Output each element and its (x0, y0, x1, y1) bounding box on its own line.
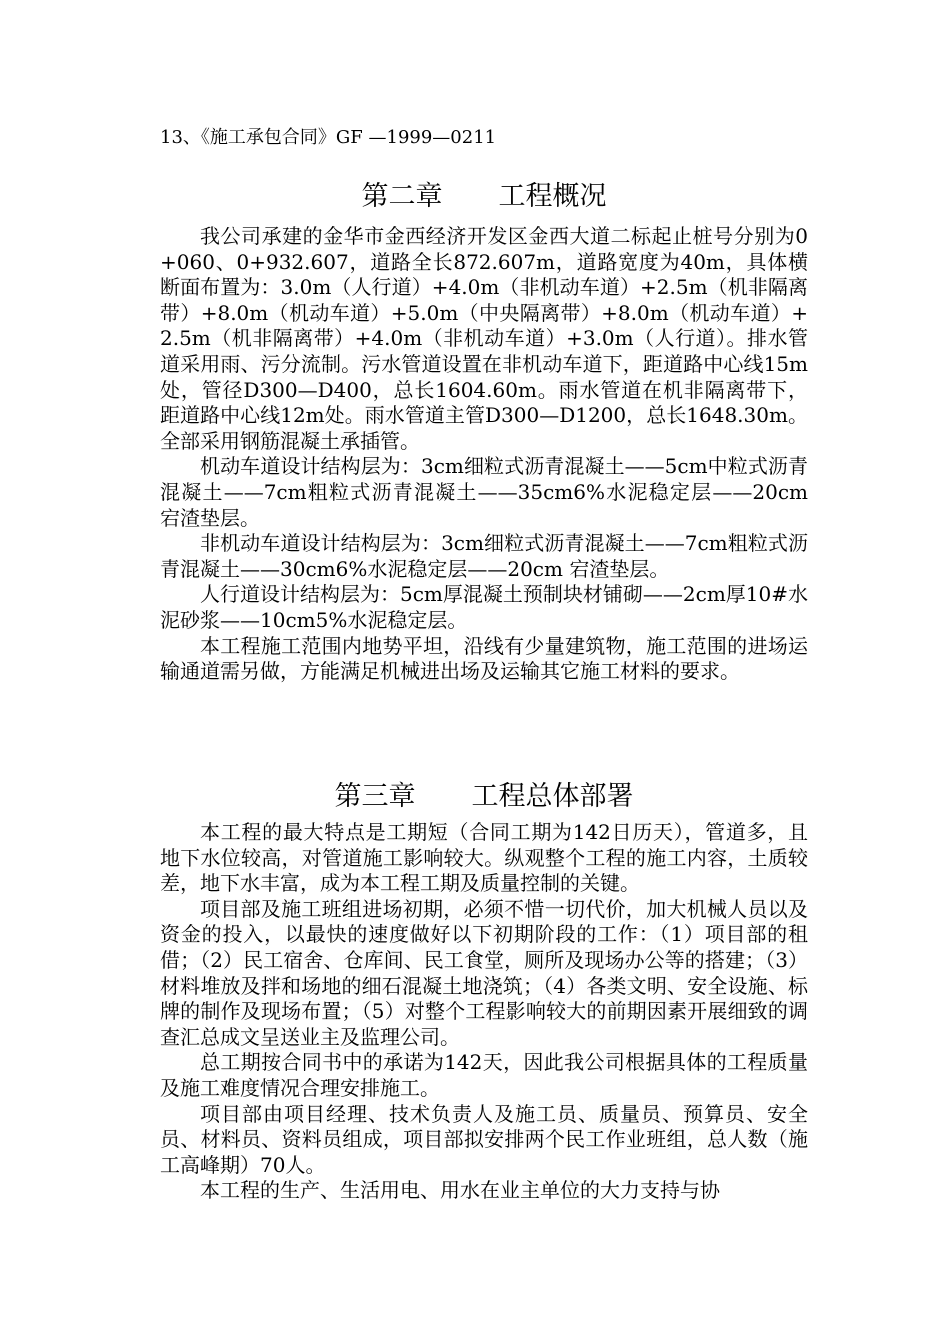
paragraph: 项目部及施工班组进场初期，必须不惜一切代价，加大机械人员以及资金的投入，以最快的速度做好以下初期阶段的工作：（1）项目部的租借；（2）民工宿舍、仓库间、民工食堂，厕所及现场办公等的搭建；（3）材料堆放及拌和场地的细石混凝土地浇筑；（4）各类文明、安全设施、标牌的制作及现场布置；（5）对整个工程影响较大的前期因素开展细致的调查汇总成文呈送业主及监理公司。 (160, 896, 808, 1049)
reference-item-13: 13、《施工承包合同》GF —1999—0211 (160, 127, 497, 148)
chapter-3-body (160, 820, 808, 1204)
paragraph: 本工程的最大特点是工期短（合同工期为142日历天），管道多，且地下水位较高，对管道施工影响较大。纵观整个工程的施工内容，土质较差，地下水丰富，成为本工程工期及质量控制的关键。 (160, 820, 808, 896)
paragraph: 项目部由项目经理、技术负责人及施工员、质量员、预算员、安全员、材料员、资料员组成，项目部拟安排两个民工作业班组，总人数（施工高峰期）70人。 (160, 1101, 808, 1177)
chapter-2-body (160, 224, 808, 685)
paragraph: 本工程施工范围内地势平坦，沿线有少量建筑物，施工范围的进场运输通道需另做，方能满足机械进出场及运输其它施工材料的要求。 (160, 633, 808, 684)
paragraph: 总工期按合同书中的承诺为142天，因此我公司根据具体的工程质量及施工难度情况合理安排施工。 (160, 1050, 808, 1100)
chapter-3-heading (160, 780, 808, 814)
chapter-2-number: 第二章 (361, 181, 443, 212)
paragraph: 机动车道设计结构层为：3cm细粒式沥青混凝土——5cm中粒式沥青混凝土——7cm粗粒式沥青混凝土——35cm6%水泥稳定层——20cm 宕渣垫层。 (160, 454, 808, 530)
chapter-3-title: 工程总体部署 (471, 781, 634, 812)
paragraph: 人行道设计结构层为：5cm厚混凝土预制块材铺砌——2cm厚10#水泥砂浆——10cm5%水泥稳定层。 (160, 582, 808, 632)
paragraph: 非机动车道设计结构层为：3cm细粒式沥青混凝土——7cm粗粒式沥青混凝土——30cm6%水泥稳定层——20cm 宕渣垫层。 (160, 531, 808, 581)
chapter-3-number: 第三章 (334, 781, 416, 812)
paragraph: 我公司承建的金华市金西经济开发区金西大道二标起止桩号分别为0+060、0+932.607，道路全长872.607m，道路宽度为40m，具体横断面布置为：3.0m（人行道）+4.0m（非机动车道）+2.5m（机非隔离带）+8.0m（机动车道）+5.0m（中央隔离带）+8.0m（机动车道）+2.5m（机非隔离带）+4.0m（非机动车道）+3.0m（人行道）。排水管道采用雨、污分流制。污水管道设置在非机动车道下，距道路中心线15m处，管径D300—D400，总长1604.60m。雨水管道在机非隔离带下，距道路中心线12m处。雨水管道主管D300—D1200，总长1648.30m。全部采用钢筋混凝土承插管。 (160, 224, 808, 453)
chapter-2-heading (160, 180, 808, 214)
paragraph: 本工程的生产、生活用电、用水在业主单位的大力支持与协 (200, 1178, 720, 1203)
chapter-2-title: 工程概况 (498, 181, 607, 212)
